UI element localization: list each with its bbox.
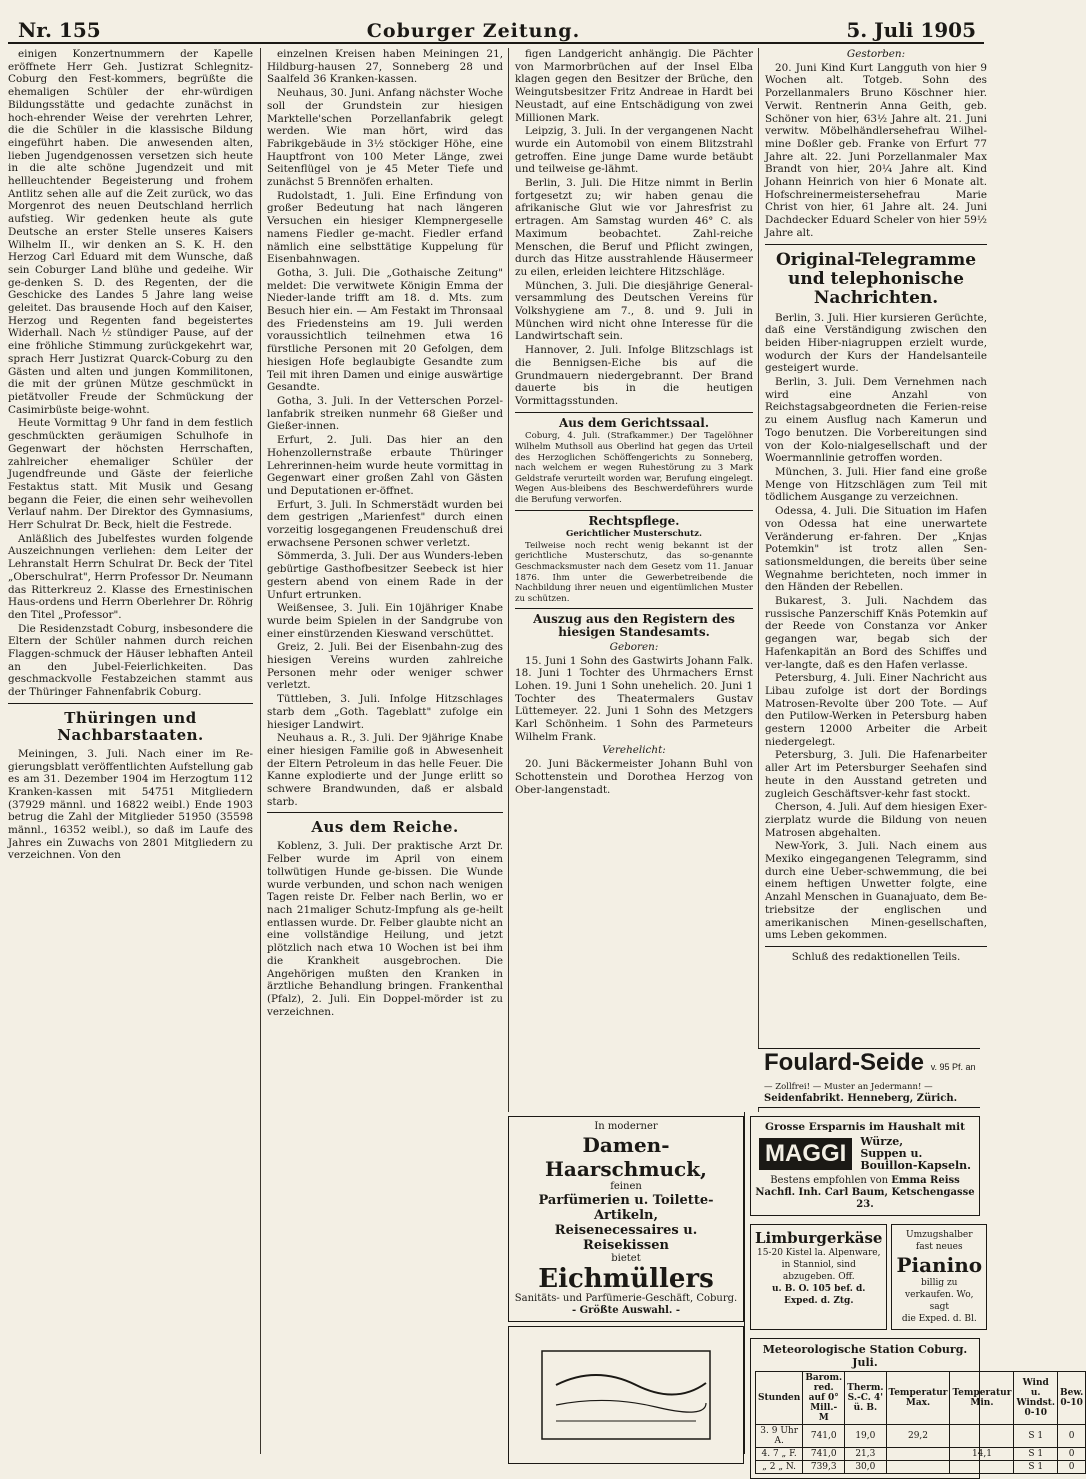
maggi-item: Suppen u. [860, 1147, 923, 1160]
weather-cell: „ 2 „ N. [756, 1461, 803, 1474]
maggi-brand: MAGGI [759, 1138, 852, 1170]
weather-table-box [750, 1338, 1084, 1479]
weather-header: Temperatur Max. [886, 1372, 950, 1425]
telegram-paragraph: Berlin, 3. Juli. Dem Vernehmen nach wird eine Anzahl von Reichstagsabgeordneten die Ferien-reise zu einem Ausflug nach Kamerun und Togo benutzen. Die Vorbereitungen sind von der Kolo-nialgesellschaft und der Woermannlinie getroffen worden. [765, 376, 987, 465]
columns [8, 48, 1084, 1472]
ad-shop: Eichmüllers [538, 1264, 714, 1294]
weather-cell: 0 [1058, 1448, 1086, 1461]
column-1 [8, 48, 259, 1454]
article-paragraph: München, 3. Juli. Die diesjährige General-versammlung des Deutschen Vereins für Volkshygiene am 7., 8. und 9. Juli in München wird nicht ohne Interesse für die Landwirtschaft sein. [515, 279, 753, 343]
weather-cell [886, 1448, 950, 1461]
weather-cell [950, 1425, 1014, 1448]
weather-cell: 0 [1058, 1461, 1086, 1474]
maggi-item: Würze, [860, 1135, 904, 1148]
telegram-paragraph: New-York, 3. Juli. Nach einem aus Mexiko eingegangenen Telegramm, sind durch eine Ueber-schwemmung, die bei einem heftigen Unwetter folgte, eine Anzahl Menschen in Guanajuato, dem Be-triebsitze der englischen und amerikanischen Minen-gesellschaften, ums Leben gekommen. [765, 840, 987, 942]
weather-header: Therm. S.-C. 4' ü. B. [845, 1372, 886, 1425]
telegram-paragraph: München, 3. Juli. Hier fand eine große Menge von Hitzschlägen zum Teil mit tödlichem Ausgange zu verzeichnen. [765, 465, 987, 504]
weather-header: Bew. 0-10 [1058, 1372, 1086, 1425]
article-paragraph: Greiz, 2. Juli. Bei der Eisenbahn-zug des hiesigen Vereins wurden zahlreiche Personen mehr oder weniger schwer verletzt. [267, 641, 503, 692]
telegram-paragraph: Petersburg, 4. Juli. Einer Nachricht aus Libau zufolge ist dort der Bordings Matrosen-Revolte über 200 Tote. — Auf den Putilow-Werken in Petersburg haben gestern 12000 Arbeiter die Arbeit niedergelegt. [765, 672, 987, 748]
ad-sub: feinen [610, 1181, 642, 1192]
issue-number: Nr. 155 [18, 18, 101, 42]
section-heading: Aus dem Gerichtssaal. [558, 415, 709, 430]
end-note: Schluß des redaktionellen Teils. [791, 951, 961, 963]
article-paragraph: Heute Vormittag 9 Uhr fand in dem festlich geschmückten geräumigen Schulhofe in Gegenwart der höchsten Herrschaften, zahlreicher ehemaliger Schüler der Jugendfreunde und Gäste der feierliche Festaktus statt. Mit Musik und Gesang begann die Feier, die einen sehr weihevollen Verlauf nahm. Der Direktor des Gymnasiums, Herr Schulrat Dr. Beck, hielt die Festrede. [8, 417, 253, 532]
died-list: 20. Juni Kind Kurt Langguth von hier 9 Wochen alt. Totgeb. Sohn des Porzellanmalers Bruno Köschner hier. Verwit. Rentnerin Anna Geith, geb. Schöner von hier, 63½ Jahre alt. 21. Juni verwitw. Möbelhändlersehefrau Wilhel-mine Doßler geb. Franke von Erfurt 77 Jahre alt. 22. Juni Porzellanmaler Max Brandt von hier, 20¼ Jahre alt. Kind Johann Heinrich von hier 6 Monate alt. Hofschreinermeistersehefrau Marie Christ von hier, 61 Jahre alt. 24. Juni Dachdecker Eduard Scheler von hier 59½ Jahre alt. [765, 61, 987, 239]
maggi-ad [750, 1116, 980, 1216]
telegram-paragraph: Cherson, 4. Juli. Auf dem hiesigen Exer-zierplatz wurde die Bildung von neuen Matrosen abgehalten. [765, 801, 987, 839]
foulard-line: Seidenfabrikt. Henneberg, Zürich. [764, 1093, 958, 1104]
married-label: Verehelicht: [602, 744, 666, 757]
pianino-line: die Exped. d. Bl. [901, 1314, 977, 1324]
advertisements [508, 1112, 1084, 1472]
weather-cell: 4. 7 „ F. [756, 1448, 803, 1461]
weather-cell: 739,3 [803, 1461, 845, 1474]
weather-cell: 19,0 [845, 1425, 886, 1448]
telegram-heading: Original-Telegramme und telephonische Nachrichten. [775, 249, 977, 308]
article-paragraph: Anläßlich des Jubelfestes wurden folgende Auszeichnungen verliehen: dem Leiter der Lehranstalt Herrn Schulrat Dr. Beck der Titel „Oberschulrat", Herrn Professor Dr. Neumann das Ritterkreuz 2. Klasse des Ernestinischen Haus-ordens und Herrn Oberlehrer Dr. Röhrig den Titel „Professor". [8, 532, 253, 621]
telegram-paragraph: Odessa, 4. Juli. Die Situation im Hafen von Odessa hat eine unerwartete Veränderung er-fahren. Der „Knjas Potemkin" ist trotz allen Sen-sationsmeldungen, die bereits über seine Wegnahme berichteten, noch immer in den Händen der Rebellen. [765, 505, 987, 594]
died-label: Gestorben: [846, 48, 906, 60]
foulard-line: — Zollfrei! — Muster an Jedermann! — [764, 1082, 933, 1092]
born-label: Geboren: [609, 640, 659, 653]
table-row [756, 1461, 1086, 1474]
weather-header: Wind u. Windst. 0-10 [1014, 1372, 1058, 1425]
ad-title: Damen-Haarschmuck, [544, 1133, 708, 1181]
article-paragraph: Tüttleben, 3. Juli. Infolge Hitzschlages starb dem „Goth. Tageblatt" zufolge ein hiesiger Landwirt. [267, 693, 503, 731]
section-heading: Aus dem Reiche. [311, 818, 459, 837]
weather-title: Meteorologische Station Coburg. Juli. [762, 1343, 968, 1369]
weather-cell: 21,3 [845, 1448, 886, 1461]
article-paragraph: einigen Konzertnummern der Kapelle eröffnete Herr Geh. Justizrat Schlegnitz-Coburg den Fest-kommers, begrüßte die ehemaligen Schüler der ehr-würdigen Bildungsstätte und gedachte zunächst in hoch-ehrender Weise der verehrten Lehrer, die die Schüler in die klassische Bildung eingeführt haben. Die anwesenden alten, lieben Jugendgenossen versetzen sich heute in die alte schöne Jugendzeit und mit hellleuchtender Begeisterung und frohem Antlitz sehen alle auf die Zeit zurück, wo das Morgenrot des neuen Deutschland herrlich aufstieg. Wir gedenken heute als gute Deutsche an erster Stelle unseres Kaisers Wilhelm II., wir denken an S. K. H. den Herzog Carl Eduard mit dem Wunsche, daß sein Coburger Land blühe und gedeihe. Wir ge-denken S. D. des Regenten, der die Geschicke des Landes 5 Jahre lang weise geleitet. Das brausende Hoch auf den Kaiser, Herzog und Regenten fand begeistertes Widerhall. Nach ½ stündiger Pause, auf der eine fröhliche Stimmung zurückgekehrt war, sprach Herr Justizrat Quarck-Coburg zu den Gästen und alten und jungen Kommilitonen, die mit der grünen Mütze geschmückt in pietätvoller Freude der Schmückung der Casimirbüste beige-wohnt. [8, 48, 253, 416]
pianino-line: billig zu verkaufen. Wo, sagt [905, 1278, 974, 1312]
article-paragraph: Erfurt, 3. Juli. In Schmerstädt wurden bei dem gestrigen „Marienfest" durch einen vorzeitig losgegangenen Freudenschuß drei erwachsene Personen schwer verletzt. [267, 498, 503, 549]
weather-header: Stunden [756, 1372, 803, 1425]
ad-kicker: In moderner [594, 1121, 658, 1132]
article-paragraph: Meiningen, 3. Juli. Nach einer im Re-gierungsblatt veröffentlichten Aufstellung gab es am 31. Dezember 1904 im Herzogtum 112 Kranken-kassen mit 54751 Mitgliedern (37929 männl. und 16822 weibl.) Ende 1903 betrug die Zahl der Mitglieder 51950 (35598 männl., 16352 weibl.), so daß im Laufe des Jahres ein Zuwachs von 2801 Mitgliedern zu verzeichnen. Von den [8, 747, 253, 862]
article-paragraph: Neuhaus, 30. Juni. Anfang nächster Woche soll der Grundstein zur hiesigen Marktelle'schen Porzellanfabrik gelegt werden. Wie man hört, wird das Fabrikgebäude in 3½ stöckiger Höhe, eine Hauptfront von 100 Meter Länge, zwei Seitenflügel von je 45 Meter Tiefe und zunächst 5 Brennöfen erhalten. [267, 87, 503, 189]
weather-cell: 3. 9 Uhr A. [756, 1425, 803, 1448]
article-paragraph: figen Landgericht anhängig. Die Pächter von Marmorbrüchen auf der Insel Elba klagen gegen den Besitzer der Brüche, den Weingutsbesitzer Fritz Andreae in Hardt bei Neustadt, auf eine Entschädigung von zwei Millionen Mark. [515, 48, 753, 124]
weather-cell: 0 [1058, 1425, 1086, 1448]
table-row [756, 1448, 1086, 1461]
ad-offer: bietet [611, 1253, 641, 1264]
maggi-seller: Emma Reiss Nachfl. Inh. Carl Baum, Ketschengasse 23. [755, 1175, 975, 1210]
pianino-kicker: Umzugshalber fast neues [906, 1230, 973, 1252]
weather-cell: 14,1 [950, 1448, 1014, 1461]
issue-date: 5. Juli 1905 [846, 18, 976, 42]
kaese-line: 15-20 Kistel la. Alpenware, in Stanniol, sind abzugeben. Off. [756, 1248, 881, 1282]
maggi-item: Bouillon-Kapseln. [860, 1159, 971, 1172]
masthead [8, 14, 984, 44]
newspaper-title: Coburger Zeitung. [366, 20, 581, 42]
table-row [756, 1425, 1086, 1448]
divider [8, 703, 253, 704]
ad-left [508, 1112, 745, 1454]
ad-choice: - Größte Auswahl. - [571, 1305, 681, 1316]
article-paragraph: Rudolstadt, 1. Juli. Eine Erfindung von großer Bedeutung hat nach längeren Versuchen ein hiesiger Klempnergeselle namens Fiedler ge-macht. Fiedler erfand nämlich eine selbsttätige Kuppelung für Eisenbahnwagen. [267, 189, 503, 266]
subheading: Gerichtlicher Musterschutz. [565, 529, 703, 540]
damen-ad [508, 1116, 744, 1322]
divider [765, 244, 987, 245]
article-paragraph: Neuhaus a. R., 3. Juli. Der 9jährige Knabe einer hiesigen Familie goß in Abwesenheit der Eltern Petroleum in das helle Feuer. Die Kanne explodierte und der Junge erlitt so schwere Brandwunden, daß er alsbald starb. [267, 732, 503, 808]
telegram-paragraph: Bukarest, 3. Juli. Nachdem das russische Panzerschiff Knäs Potemkin auf der Reede von Constanza vor Anker gegangen war, begab sich der Hafenkapitän an Bord des Schiffes und ver-langte, daß es den Hafen verlasse. [765, 595, 987, 671]
kaese-line: u. B. O. 105 bef. d. Exped. d. Ztg. [772, 1284, 866, 1306]
article-paragraph: Erfurt, 2. Juli. Das hier an den Hohenzollernstraße erbaute Thüringer Lehrerinnen-heim wurde heute vormittag in Gegenwart einer großen Zahl von Gästen und Deputationen er-öffnet. [267, 434, 503, 497]
divider [765, 946, 987, 947]
married-list: 20. Juni Bäckermeister Johann Buhl von Schottenstein und Dorothea Herzog von Ober-langenstadt. [515, 758, 753, 796]
telegram-paragraph: Petersburg, 3. Juli. Die Hafenarbeiter aller Art im Petersburger Seehafen sind heute in den Ausstand getreten und zugleich Geschäftsver-kehr fast stockt. [765, 749, 987, 800]
article-paragraph: Gotha, 3. Juli. Die „Gothaische Zeitung" meldet: Die verwitwete Königin Emma der Nieder-lande trifft am 18. d. Mts. zum Besuch hier ein. — Am Festakt im Thronsaal des Friedensteins am 19. Juli werden voraussichtlich teilnehmen etwa 16 fürstliche Personen mit 20 Gefolgen, dem hiesigen Hofe beglaubigte Gesandte zum Teil mit ihren Damen und einige auswärtige Gesandte. [267, 266, 503, 394]
pianino-ad [891, 1224, 987, 1330]
article-paragraph: Hannover, 2. Juli. Infolge Blitzschlags ist die Bennigsen-Eiche bis auf die Grundmauern niedergebrannt. Der Brand dauerte bis in die heutigen Vormittagsstunden. [515, 344, 753, 407]
ad-right [750, 1112, 1084, 1472]
registry-heading: Auszug aus den Registern des hiesigen Standesamts. [533, 612, 735, 640]
maggi-header: Grosse Ersparnis im Haushalt mit [765, 1121, 965, 1133]
weather-cell: S 1 [1014, 1448, 1058, 1461]
logo-stamp-ad [508, 1326, 744, 1464]
article-paragraph: Koblenz, 3. Juli. Der praktische Arzt Dr. Felber wurde im April von einem tollwütigen Hunde ge-bissen. Die Wunde wurde verbunden, und schon nach wenigen Tagen reiste Dr. Felber nach Berlin, wo er nach 21maliger Schutz-Impfung als ge-heilt entlassen wurde. Dr. Felber glaubte nicht an eine vollständige Heilung, und jetzt plötzlich nach etwa 10 Wochen ist bei ihm die Krankheit ausgebrochen. Die Angehörigen mußten den Kranken in ärztliche Behandlung bringen. Frankenthal (Pfalz), 2. Juli. Ein Doppel-mörder ist zu verzeichnen. [267, 840, 503, 1018]
weather-table [755, 1371, 1086, 1474]
article-paragraph: Sömmerda, 3. Juli. Der aus Wunders-leben gebürtige Gasthofbesitzer Seebeck ist hier gestern abend von einem Rade in der Unfurt ertrunken. [267, 550, 503, 601]
kaese-title: Limburgerkäse [755, 1229, 883, 1247]
court-report: Coburg, 4. Juli. (Strafkammer.) Der Tagelöhner Wilhelm Muthsoll aus Oberlind hat gegen das Urteil des Herzoglichen Schöffengerichts zu Sonneberg, nach welchem er wegen Ruhestörung zu 3 Mark Geldstrafe verurteilt worden war, Berufung eingelegt. Wegen Aus-bleibens des Beschwerdeführers wurde die Berufung verworfen. [515, 431, 753, 505]
ad-line: Reisenecessaires u. Reisekissen [554, 1223, 698, 1253]
stamp-logo-icon [536, 1345, 716, 1445]
weather-header: Barom. red. auf 0° Mill.-M [803, 1372, 845, 1425]
weather-cell [950, 1461, 1014, 1474]
weather-cell: S 1 [1014, 1425, 1058, 1448]
divider [515, 608, 753, 609]
weather-cell: S 1 [1014, 1461, 1058, 1474]
weather-cell: 741,0 [803, 1425, 845, 1448]
weather-cell: 741,0 [803, 1448, 845, 1461]
weather-cell: 29,2 [886, 1425, 950, 1448]
ad-line: Parfümerien u. Toilette-Artikeln, [538, 1193, 714, 1223]
foulard-title: Foulard-Seide [764, 1049, 925, 1076]
article-paragraph: Weißensee, 3. Juli. Ein 10jähriger Knabe wurde beim Spielen in der Sandgrube von einer einstürzenden Kieswand verschüttet. [267, 602, 503, 640]
telegram-paragraph: Berlin, 3. Juli. Hier kursieren Gerüchte, daß eine Verständigung zwischen den beiden Hiber-niagruppen erzielt wurde, wodurch der Kurs der Handelsanteile gesteigert wurde. [765, 311, 987, 375]
pianino-title: Pianino [896, 1253, 983, 1277]
maggi-seller-prefix: Bestens empfohlen von [770, 1175, 889, 1186]
weather-header: Temperatur Min. [950, 1372, 1014, 1425]
ad-shop-sub: Sanitäts- und Parfümerie-Geschäft, Coburg. [514, 1293, 738, 1304]
divider [515, 412, 753, 413]
section-heading: Rechtspflege. [588, 513, 680, 528]
divider [267, 812, 503, 813]
foulard-ad [758, 1048, 980, 1108]
weather-cell: 30,0 [845, 1461, 886, 1474]
article-paragraph: Die Residenzstadt Coburg, insbesondere die Eltern der Schüler nahmen durch reichen Flaggen-schmuck der Häuser lebhaften Anteil an den Jubel-Feierlichkeiten. Das geschmackvolle Festabzeichen stammt aus der Thüringer Fahnenfabrik Coburg. [8, 622, 253, 699]
article-paragraph: Leipzig, 3. Juli. In der vergangenen Nacht wurde ein Automobil von einem Blitzstrahl getroffen. Eine junge Dame wurde betäubt und teilweise ge-lähmt. [515, 125, 753, 176]
kaese-ad [750, 1224, 887, 1330]
article-paragraph: Berlin, 3. Juli. Die Hitze nimmt in Berlin fortgesetzt zu; wir haben genau die afrikanische Glut wie vor Jahresfrist zu ertragen. Am Samstag wurden 46° C. als Maximum beobachtet. Zahl-reiche Menschen, die Beruf und Pflicht zwingen, durch das Hitze ausstrahlende Häusermeer zu eilen, erleiden leichtere Hitzschläge. [515, 177, 753, 278]
article-paragraph: Gotha, 3. Juli. In der Vetterschen Porzel-lanfabrik streiken nunmehr 68 Gießer und Gießer-innen. [267, 394, 503, 433]
column-2 [260, 48, 509, 1454]
legal-text: Teilweise noch recht wenig bekannt ist der gerichtliche Musterschutz, das so-genannte Geschmacksmuster nach dem Gesetz vom 11. Januar 1876. Ihm unter die Gewerbetreibende die Nachbildung ihrer neuen und eigentümlichen Muster zu schützen. [515, 540, 753, 604]
article-paragraph: einzelnen Kreisen haben Meiningen 21, Hildburg-hausen 27, Sonneberg 28 und Saalfeld 36 Kranken-kassen. [267, 48, 503, 86]
born-list: 15. Juni 1 Sohn des Gastwirts Johann Falk. 18. Juni 1 Tochter des Uhrmachers Ernst Lohen. 19. Juni 1 Sohn unehelich. 20. Juni 1 Tochter des Theatermalers Gustav Lüttemeyer. 22. Juni 1 Sohn des Metzgers Karl Schönheim. 1 Sohn des Parmeteurs Wilhelm Frank. [515, 654, 753, 743]
divider [515, 510, 753, 511]
section-heading: Thüringen und Nachbarstaaten. [57, 708, 204, 744]
weather-cell [886, 1461, 950, 1474]
foulard-price: v. 95 Pf. an [930, 1062, 976, 1072]
